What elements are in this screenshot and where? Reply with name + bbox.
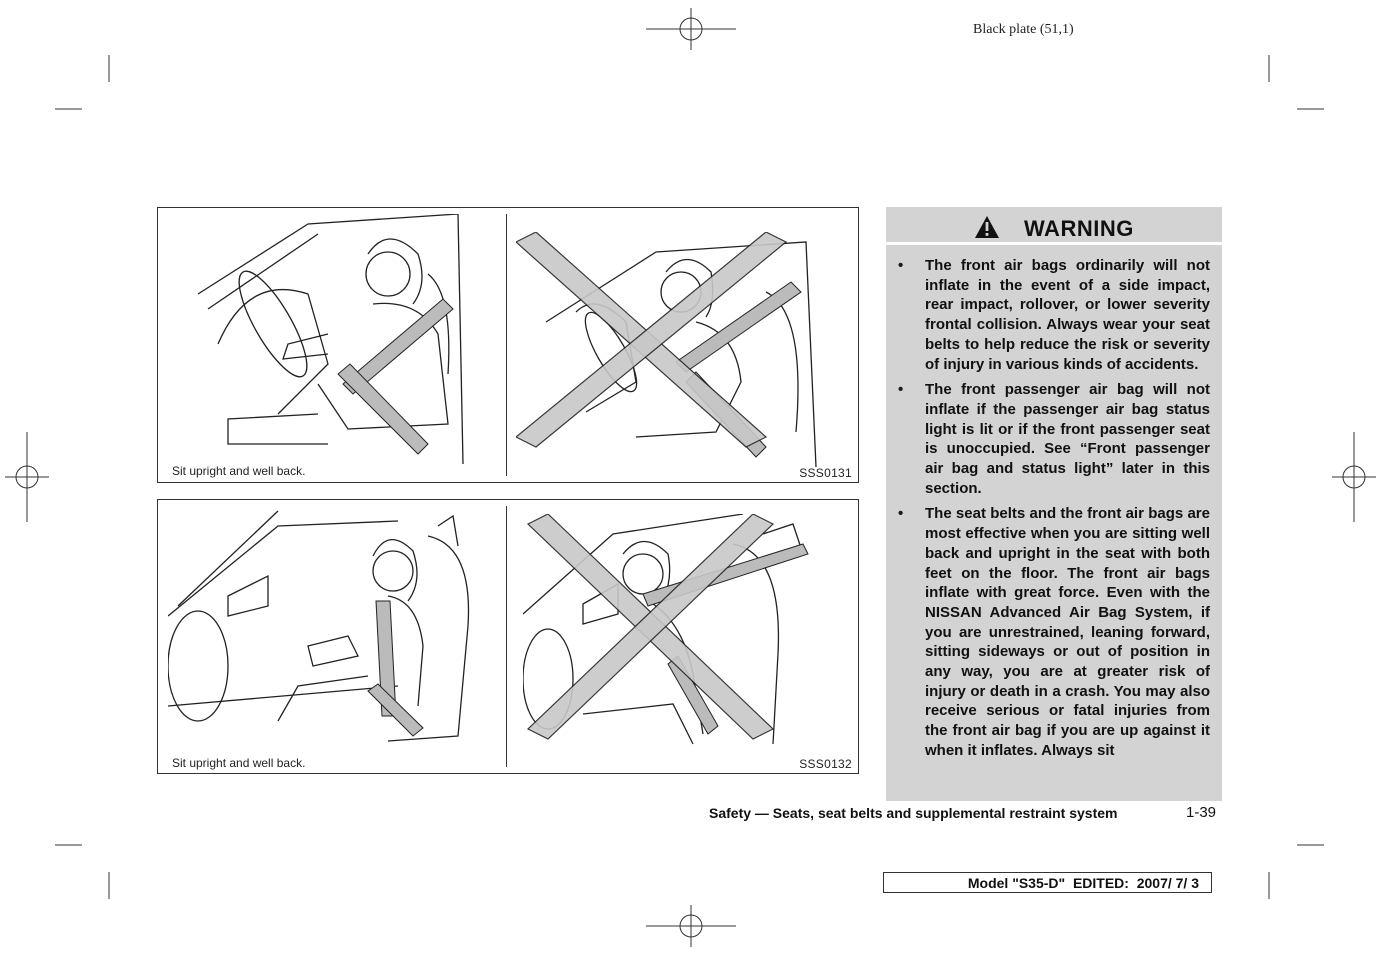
incorrect-posture-illustration xyxy=(523,514,843,759)
figure-code: SSS0131 xyxy=(799,466,852,480)
figure-bottom xyxy=(157,499,859,774)
correct-posture-illustration xyxy=(188,214,488,464)
list-item xyxy=(886,380,1222,498)
figure-caption: Sit upright and well back. xyxy=(172,756,306,770)
correct-posture-illustration xyxy=(168,506,488,756)
warning-triangle-icon xyxy=(974,215,1000,239)
model-edit-box xyxy=(883,872,1212,893)
section-title: Safety — Seats, seat belts and supplemental restraint system xyxy=(709,805,1118,821)
figure-top xyxy=(157,207,859,483)
warning-title: WARNING xyxy=(1024,216,1134,241)
figure-divider xyxy=(506,214,507,476)
bullet-icon: • xyxy=(898,257,904,274)
warning-panel xyxy=(886,207,1222,801)
cross-out-x-icon xyxy=(528,514,773,739)
figure-caption: Sit upright and well back. xyxy=(172,464,306,478)
plate-label: Black plate (51,1) xyxy=(973,22,1074,37)
bullet-text: The front air bags ordinarily will not inflate in the event of a side impact, rear impact, rollover, or lower severity frontal collision. Always wear your seat belts to help reduce the risk or severity of injury in various kinds of accidents. xyxy=(925,257,1210,373)
bullet-icon: • xyxy=(898,505,904,523)
bullet-text: The front passenger air bag will not inflate if the passenger air bag status light is lit or if the front passenger seat is unoccupied. See “Front passenger air bag and status light” later in this section. xyxy=(925,381,1210,497)
warning-header xyxy=(886,207,1222,245)
figure-code: SSS0132 xyxy=(799,757,852,771)
warning-bullet-list xyxy=(886,256,1222,767)
figure-divider xyxy=(506,506,507,767)
bullet-text: The seat belts and the front air bags are most effective when you are sitting well back and upright in the seat with both feet on the floor. The front air bags inflate with great force. Even with the NISSAN Advanced Air Bag System, if you are unrestrained, leaning forward, sitting sideways or out of position in any way, you are at greater risk of injury or death in a crash. You may also receive serious or fatal injuries from the front air bag if you are up against it when it inflates. Always sit xyxy=(925,505,1210,759)
bullet-icon: • xyxy=(898,381,904,399)
model-edit-label: Model "S35-D" EDITED: 2007/ 7/ 3 xyxy=(967,875,1199,891)
list-item xyxy=(886,256,1222,374)
page-number: 1-39 xyxy=(1186,804,1217,821)
list-item xyxy=(886,504,1222,760)
incorrect-posture-illustration xyxy=(516,232,851,467)
cross-out-x-icon xyxy=(516,232,786,447)
